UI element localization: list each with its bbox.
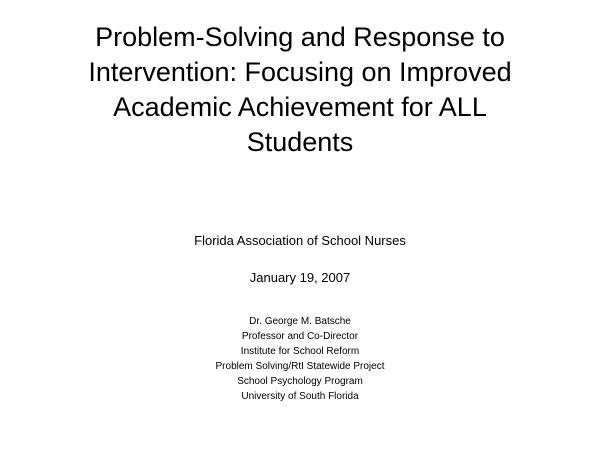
presenter-line: Professor and Co-Director (241, 331, 359, 342)
presenter-line: Institute for School Reform (240, 346, 360, 357)
presenter-credits (0, 314, 600, 404)
presenter-line: Problem Solving/RtI Statewide Project (215, 361, 385, 372)
presenter-line: University of South Florida (241, 391, 359, 402)
title-line: Academic Achievement for ALL (113, 92, 487, 122)
presenter-line: Dr. George M. Batsche (249, 316, 351, 327)
slide-title (40, 20, 560, 160)
title-line: Problem-Solving and Response to (95, 22, 505, 52)
organization-name: Florida Association of School Nurses (194, 233, 406, 248)
title-line: Students (246, 127, 354, 157)
title-line: Intervention: Focusing on Improved (88, 57, 512, 87)
presentation-date: January 19, 2007 (249, 270, 351, 285)
presenter-line: School Psychology Program (237, 376, 363, 387)
